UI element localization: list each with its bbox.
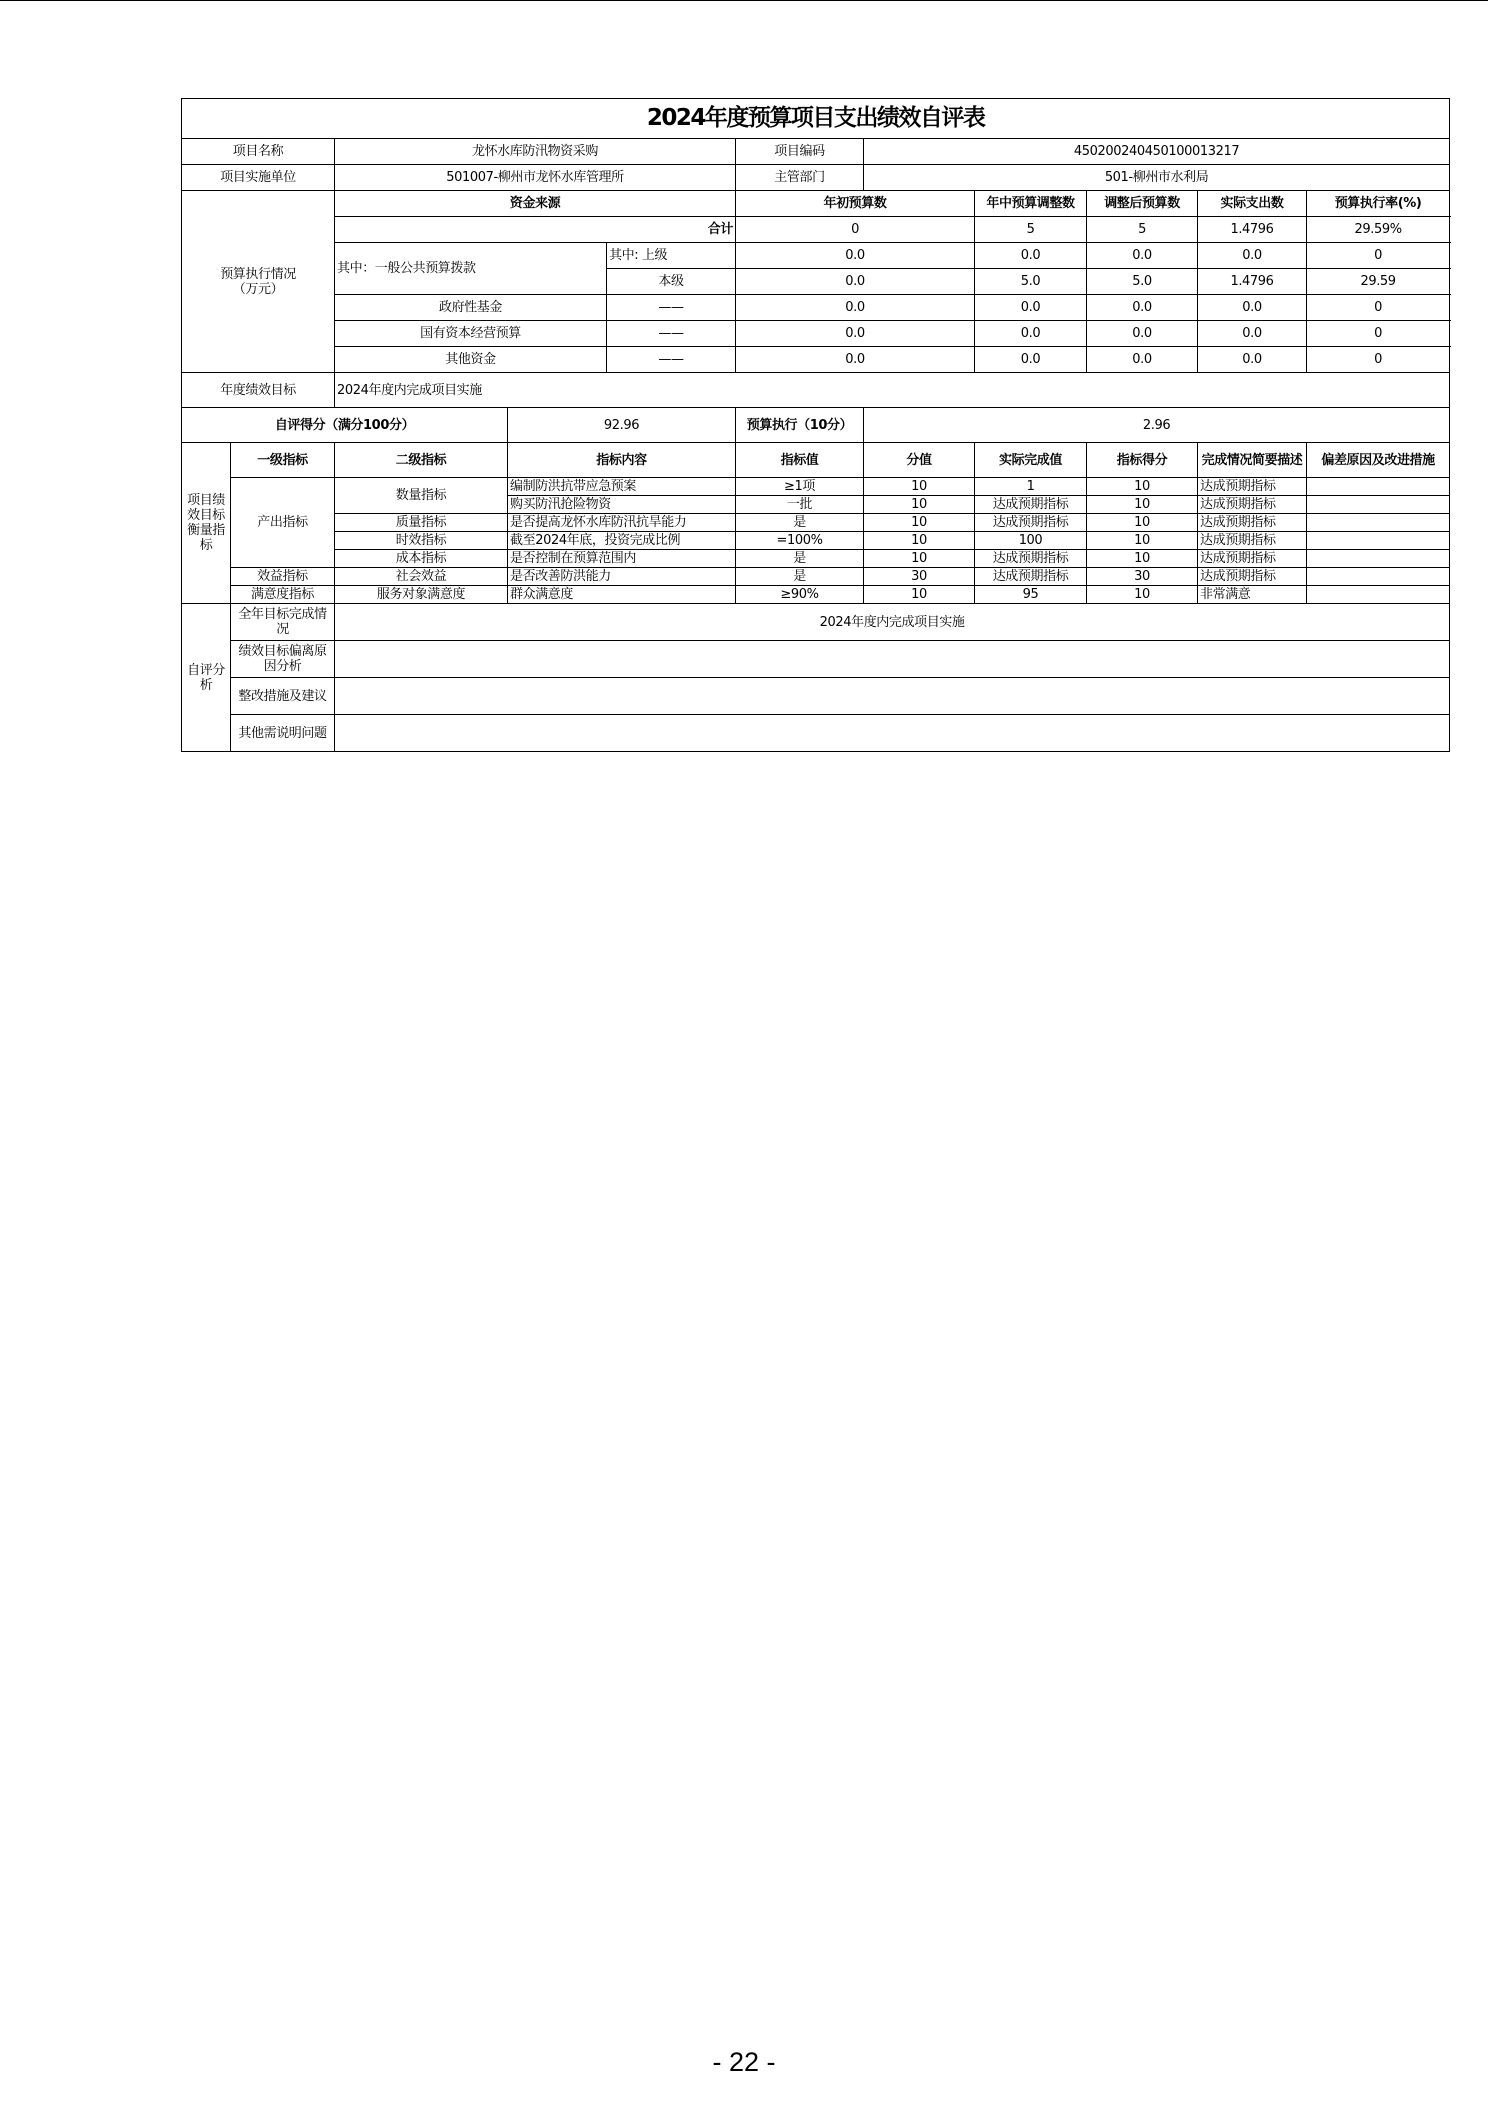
budget-cell: 0.0 xyxy=(1198,295,1307,321)
indicator-desc: 达成预期指标 xyxy=(1198,532,1307,550)
budget-cell: 0.0 xyxy=(1087,321,1198,347)
budget-cell: 0.0 xyxy=(736,321,975,347)
indicator-level2: 成本指标 xyxy=(335,550,508,568)
indicator-level2: 质量指标 xyxy=(335,514,508,532)
indicator-actual: 100 xyxy=(975,532,1087,550)
budget-cell: 5 xyxy=(975,217,1087,243)
indicator-header: 指标值 xyxy=(736,443,864,478)
indicator-content: 是否提高龙怀水库防汛抗旱能力 xyxy=(508,514,736,532)
dept: 501-柳州市水利局 xyxy=(864,165,1450,191)
soe-label: 国有资本经营预算 xyxy=(335,321,607,347)
budget-cell: 5 xyxy=(1087,217,1198,243)
other-issues-value xyxy=(335,715,1450,752)
project-code-label: 项目编码 xyxy=(736,139,864,165)
table-row xyxy=(182,532,1450,550)
indicator-content: 是否改善防洪能力 xyxy=(508,568,736,586)
budget-cell: 0 xyxy=(1307,243,1450,269)
dept-label: 主管部门 xyxy=(736,165,864,191)
budget-cell: 0.0 xyxy=(975,243,1087,269)
budget-header: 调整后预算数 xyxy=(1087,191,1198,217)
budget-cell: 0 xyxy=(1307,347,1450,373)
budget-cell: 0.0 xyxy=(975,347,1087,373)
indicator-deviation xyxy=(1307,514,1450,532)
other-fund-label: 其他资金 xyxy=(335,347,607,373)
budget-cell: 0.0 xyxy=(1087,347,1198,373)
budget-cell: 0.0 xyxy=(1198,347,1307,373)
indicator-score: 10 xyxy=(1087,550,1198,568)
indicator-deviation xyxy=(1307,568,1450,586)
top-rule xyxy=(0,0,1488,1)
indicator-target: 一批 xyxy=(736,496,864,514)
indicator-actual: 95 xyxy=(975,586,1087,604)
budget-cell: 0 xyxy=(736,217,975,243)
page-number: - 22 - xyxy=(712,2047,776,2077)
indicator-content: 购买防汛抢险物资 xyxy=(508,496,736,514)
general-budget-label: 其中：一般公共预算拨款 xyxy=(335,243,607,295)
indicator-header: 实际完成值 xyxy=(975,443,1087,478)
indicator-target: ≥1项 xyxy=(736,478,864,496)
indicator-level2: 服务对象满意度 xyxy=(335,586,508,604)
indicator-desc: 非常满意 xyxy=(1198,586,1307,604)
indicator-level1: 满意度指标 xyxy=(231,586,335,604)
indicator-desc: 达成预期指标 xyxy=(1198,496,1307,514)
project-name: 龙怀水库防汛物资采购 xyxy=(335,139,736,165)
indicator-weight: 30 xyxy=(864,568,975,586)
completion-value: 2024年度内完成项目实施 xyxy=(335,604,1450,641)
indicator-weight: 10 xyxy=(864,478,975,496)
indicator-weight: 10 xyxy=(864,532,975,550)
budget-cell: 0.0 xyxy=(1087,243,1198,269)
indicator-weight: 10 xyxy=(864,496,975,514)
quantity-indicator-label: 数量指标 xyxy=(335,478,508,514)
table-row xyxy=(182,550,1450,568)
budget-cell: 0 xyxy=(1307,295,1450,321)
budget-header: 年初预算数 xyxy=(736,191,975,217)
budget-cell: 0.0 xyxy=(1087,295,1198,321)
budget-cell: 0.0 xyxy=(736,347,975,373)
deviation-label: 绩效目标偏离原因分析 xyxy=(231,641,335,678)
indicator-deviation xyxy=(1307,478,1450,496)
indicator-score: 10 xyxy=(1087,532,1198,550)
budget-header: 预算执行率(%) xyxy=(1307,191,1450,217)
table-row xyxy=(182,586,1450,604)
rectify-label: 整改措施及建议 xyxy=(231,678,335,715)
indicator-target: ≥90% xyxy=(736,586,864,604)
other-issues-label: 其他需说明问题 xyxy=(231,715,335,752)
budget-cell: 0 xyxy=(1307,321,1450,347)
budget-header: 资金来源 xyxy=(335,191,736,217)
self-score-label: 自评得分（满分100分） xyxy=(182,408,508,443)
indicator-actual: 达成预期指标 xyxy=(975,496,1087,514)
budget-cell: 0.0 xyxy=(1198,243,1307,269)
indicator-desc: 达成预期指标 xyxy=(1198,550,1307,568)
indicator-deviation xyxy=(1307,550,1450,568)
indicator-deviation xyxy=(1307,586,1450,604)
budget-cell: 0.0 xyxy=(736,269,975,295)
indicator-header: 一级指标 xyxy=(231,443,335,478)
budget-header: 实际支出数 xyxy=(1198,191,1307,217)
dash: —— xyxy=(607,321,736,347)
indicator-score: 30 xyxy=(1087,568,1198,586)
budget-cell: 0.0 xyxy=(736,243,975,269)
completion-label: 全年目标完成情况 xyxy=(231,604,335,641)
performance-table xyxy=(181,98,1450,752)
exec-score-value: 2.96 xyxy=(864,408,1450,443)
indicator-header: 二级指标 xyxy=(335,443,508,478)
impl-unit: 501007-柳州市龙怀水库管理所 xyxy=(335,165,736,191)
indicator-target: 是 xyxy=(736,550,864,568)
indicator-score: 10 xyxy=(1087,514,1198,532)
indicator-weight: 10 xyxy=(864,586,975,604)
budget-cell: 5.0 xyxy=(975,269,1087,295)
goal-label: 年度绩效目标 xyxy=(182,373,335,408)
budget-cell: 0.0 xyxy=(975,321,1087,347)
indicator-target: =100% xyxy=(736,532,864,550)
project-code: 450200240450100013217 xyxy=(864,139,1450,165)
indicator-desc: 达成预期指标 xyxy=(1198,568,1307,586)
goal-value: 2024年度内完成项目实施 xyxy=(335,373,1450,408)
indicator-desc: 达成预期指标 xyxy=(1198,478,1307,496)
budget-cell: 5.0 xyxy=(1087,269,1198,295)
indicator-score: 10 xyxy=(1087,586,1198,604)
indicator-content: 编制防洪抗带应急预案 xyxy=(508,478,736,496)
indicator-actual: 达成预期指标 xyxy=(975,514,1087,532)
rectify-value xyxy=(335,678,1450,715)
budget-section-label: 预算执行情况 （万元） xyxy=(182,191,335,373)
budget-cell: 0.0 xyxy=(736,295,975,321)
budget-cell: 1.4796 xyxy=(1198,269,1307,295)
table-row xyxy=(182,514,1450,532)
budget-cell: 29.59 xyxy=(1307,269,1450,295)
indicator-content: 截至2024年底，投资完成比例 xyxy=(508,532,736,550)
indicator-deviation xyxy=(1307,532,1450,550)
indicator-header: 指标得分 xyxy=(1087,443,1198,478)
indicator-actual: 达成预期指标 xyxy=(975,550,1087,568)
indicator-target: 是 xyxy=(736,568,864,586)
indicator-content: 群众满意度 xyxy=(508,586,736,604)
indicator-target: 是 xyxy=(736,514,864,532)
indicators-section-label: 项目绩效目标衡量指标 xyxy=(182,443,231,604)
indicator-header: 完成情况简要描述 xyxy=(1198,443,1307,478)
table-row xyxy=(182,478,1450,496)
budget-cell: 0.0 xyxy=(1198,321,1307,347)
indicator-level2: 社会效益 xyxy=(335,568,508,586)
impl-unit-label: 项目实施单位 xyxy=(182,165,335,191)
indicator-score: 10 xyxy=(1087,496,1198,514)
dash: —— xyxy=(607,295,736,321)
budget-cell: 0.0 xyxy=(975,295,1087,321)
project-name-label: 项目名称 xyxy=(182,139,335,165)
indicator-weight: 10 xyxy=(864,550,975,568)
indicator-score: 10 xyxy=(1087,478,1198,496)
self-score-value: 92.96 xyxy=(508,408,736,443)
indicator-actual: 1 xyxy=(975,478,1087,496)
local-label: 本级 xyxy=(607,269,736,295)
total-label: 合计 xyxy=(335,217,736,243)
indicator-level2: 时效指标 xyxy=(335,532,508,550)
analysis-section-label: 自评分析 xyxy=(182,604,231,752)
deviation-value xyxy=(335,641,1450,678)
dash: —— xyxy=(607,347,736,373)
budget-cell: 29.59% xyxy=(1307,217,1450,243)
indicator-weight: 10 xyxy=(864,514,975,532)
table-row xyxy=(182,568,1450,586)
indicator-header: 分值 xyxy=(864,443,975,478)
indicator-level1: 效益指标 xyxy=(231,568,335,586)
indicator-header: 偏差原因及改进措施 xyxy=(1307,443,1450,478)
budget-cell: 1.4796 xyxy=(1198,217,1307,243)
exec-score-label: 预算执行（10分） xyxy=(736,408,864,443)
indicator-content: 是否控制在预算范围内 xyxy=(508,550,736,568)
indicator-deviation xyxy=(1307,496,1450,514)
budget-header: 年中预算调整数 xyxy=(975,191,1087,217)
indicator-desc: 达成预期指标 xyxy=(1198,514,1307,532)
output-indicator-label: 产出指标 xyxy=(231,478,335,568)
table-title: 2024年度预算项目支出绩效自评表 xyxy=(182,99,1450,139)
gov-fund-label: 政府性基金 xyxy=(335,295,607,321)
indicator-actual: 达成预期指标 xyxy=(975,568,1087,586)
upper-label: 其中: 上级 xyxy=(607,243,736,269)
indicator-header: 指标内容 xyxy=(508,443,736,478)
